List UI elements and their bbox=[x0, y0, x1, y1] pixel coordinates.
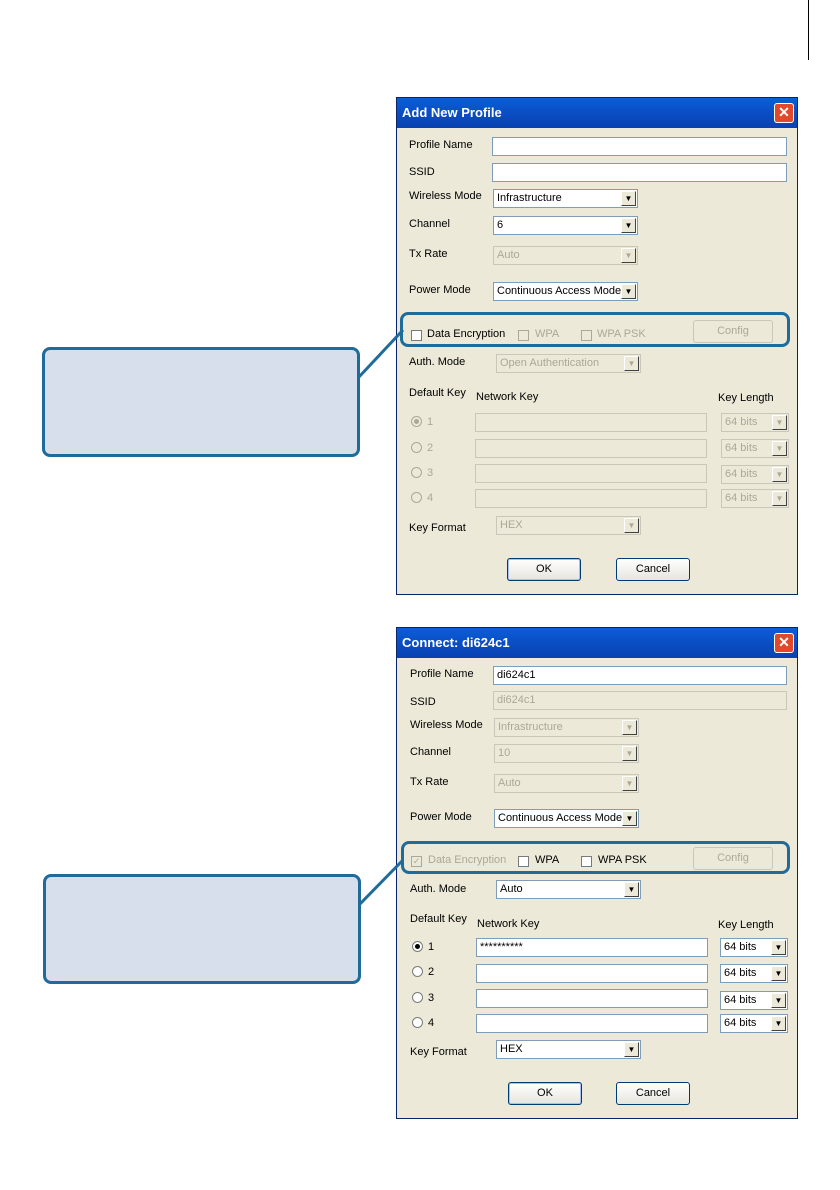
chevron-down-icon: ▼ bbox=[772, 467, 787, 482]
key-format-label: Key Format bbox=[409, 522, 466, 534]
key-1-length-value: 64 bits bbox=[725, 416, 758, 428]
auth-mode-label: Auth. Mode bbox=[410, 883, 467, 895]
key-1-input[interactable]: ********** bbox=[476, 938, 708, 957]
channel-value: 10 bbox=[498, 747, 511, 759]
auth-mode-label: Auth. Mode bbox=[409, 356, 466, 368]
wpa-label: WPA bbox=[535, 328, 560, 340]
ssid-label: SSID bbox=[410, 696, 436, 708]
power-mode-value: Continuous Access Mode bbox=[497, 285, 622, 297]
network-key-label: Network Key bbox=[477, 918, 540, 930]
profile-name-label: Profile Name bbox=[410, 668, 474, 680]
power-mode-label: Power Mode bbox=[410, 811, 472, 823]
chevron-down-icon: ▼ bbox=[621, 248, 636, 263]
key-2-length-value: 64 bits bbox=[725, 442, 758, 454]
dialog-title: Add New Profile bbox=[402, 105, 502, 120]
callout-connector-line bbox=[358, 860, 403, 906]
profile-name-label: Profile Name bbox=[409, 139, 473, 151]
auth-mode-value: Auto bbox=[500, 883, 523, 895]
chevron-down-icon: ▼ bbox=[771, 966, 786, 981]
ssid-label: SSID bbox=[409, 166, 435, 178]
channel-label: Channel bbox=[409, 218, 450, 230]
chevron-down-icon: ▼ bbox=[622, 776, 637, 791]
wpa-label: WPA bbox=[535, 854, 560, 866]
cancel-button[interactable]: Cancel bbox=[616, 1082, 690, 1105]
config-button: Config bbox=[693, 320, 773, 343]
key-format-value: HEX bbox=[500, 1043, 523, 1055]
power-mode-label: Power Mode bbox=[409, 284, 471, 296]
encryption-highlight bbox=[400, 312, 790, 347]
wireless-mode-label: Wireless Mode bbox=[409, 190, 482, 202]
key-1-length-value: 64 bits bbox=[724, 941, 757, 953]
chevron-down-icon: ▼ bbox=[624, 1042, 639, 1057]
key-3-label: 3 bbox=[427, 467, 434, 479]
channel-label: Channel bbox=[410, 746, 451, 758]
tx-rate-label: Tx Rate bbox=[409, 248, 448, 260]
default-key-label: Default Key bbox=[410, 913, 467, 925]
chevron-down-icon: ▼ bbox=[771, 1016, 786, 1031]
chevron-down-icon: ▼ bbox=[771, 940, 786, 955]
wireless-mode-label: Wireless Mode bbox=[410, 719, 483, 731]
chevron-down-icon: ▼ bbox=[621, 191, 636, 206]
key-2-label: 2 bbox=[427, 442, 434, 454]
callout-box bbox=[43, 874, 361, 984]
network-key-label: Network Key bbox=[476, 391, 539, 403]
wpa-psk-label: WPA PSK bbox=[598, 854, 647, 866]
key-3-label: 3 bbox=[428, 992, 435, 1004]
key-4-length-value: 64 bits bbox=[725, 492, 758, 504]
chevron-down-icon: ▼ bbox=[772, 491, 787, 506]
data-encryption-checkbox: ✓ bbox=[412, 856, 421, 866]
key-3-length-value: 64 bits bbox=[724, 994, 757, 1006]
chevron-down-icon: ▼ bbox=[622, 720, 637, 735]
ok-button[interactable]: OK bbox=[508, 1082, 582, 1105]
key-format-label: Key Format bbox=[410, 1046, 467, 1058]
key-format-value: HEX bbox=[500, 519, 523, 531]
key-2-label: 2 bbox=[428, 966, 435, 978]
key-1-label: 1 bbox=[427, 416, 434, 428]
close-icon: ✕ bbox=[778, 104, 790, 120]
key-1-label: 1 bbox=[428, 941, 435, 953]
wireless-mode-value: Infrastructure bbox=[497, 192, 562, 204]
auth-mode-value: Open Authentication bbox=[500, 357, 600, 369]
tx-rate-value: Auto bbox=[498, 777, 521, 789]
data-encryption-label: Data Encryption bbox=[427, 328, 506, 340]
chevron-down-icon: ▼ bbox=[772, 415, 787, 430]
key-4-length-value: 64 bits bbox=[724, 1017, 757, 1029]
chevron-down-icon: ▼ bbox=[624, 356, 639, 371]
chevron-down-icon: ▼ bbox=[621, 284, 636, 299]
wireless-mode-value: Infrastructure bbox=[498, 721, 563, 733]
tx-rate-label: Tx Rate bbox=[410, 776, 449, 788]
data-encryption-label: Data Encryption bbox=[428, 854, 507, 866]
cancel-button[interactable]: Cancel bbox=[616, 558, 690, 581]
chevron-down-icon: ▼ bbox=[622, 811, 637, 826]
default-key-label: Default Key bbox=[409, 387, 466, 399]
profile-name-input[interactable]: di624c1 bbox=[493, 666, 787, 685]
encryption-highlight bbox=[401, 841, 790, 874]
key-3-length-value: 64 bits bbox=[725, 468, 758, 480]
close-icon: ✕ bbox=[778, 634, 790, 650]
tx-rate-value: Auto bbox=[497, 249, 520, 261]
callout-box bbox=[42, 347, 360, 457]
chevron-down-icon: ▼ bbox=[772, 441, 787, 456]
chevron-down-icon: ▼ bbox=[621, 218, 636, 233]
chevron-down-icon: ▼ bbox=[771, 993, 786, 1008]
callout-connector-line bbox=[358, 330, 403, 378]
key-4-label: 4 bbox=[428, 1017, 435, 1029]
ssid-input: di624c1 bbox=[493, 691, 787, 710]
chevron-down-icon: ▼ bbox=[624, 882, 639, 897]
dialog-title: Connect: di624c1 bbox=[402, 635, 510, 650]
wpa-psk-label: WPA PSK bbox=[597, 328, 646, 340]
chevron-down-icon: ▼ bbox=[622, 746, 637, 761]
config-button: Config bbox=[693, 847, 773, 870]
chevron-down-icon: ▼ bbox=[624, 518, 639, 533]
key-length-label: Key Length bbox=[718, 392, 774, 404]
channel-value: 6 bbox=[497, 219, 504, 231]
key-length-label: Key Length bbox=[718, 919, 774, 931]
key-4-label: 4 bbox=[427, 492, 434, 504]
power-mode-value: Continuous Access Mode bbox=[498, 812, 623, 824]
key-2-length-value: 64 bits bbox=[724, 967, 757, 979]
ok-button[interactable]: OK bbox=[507, 558, 581, 581]
